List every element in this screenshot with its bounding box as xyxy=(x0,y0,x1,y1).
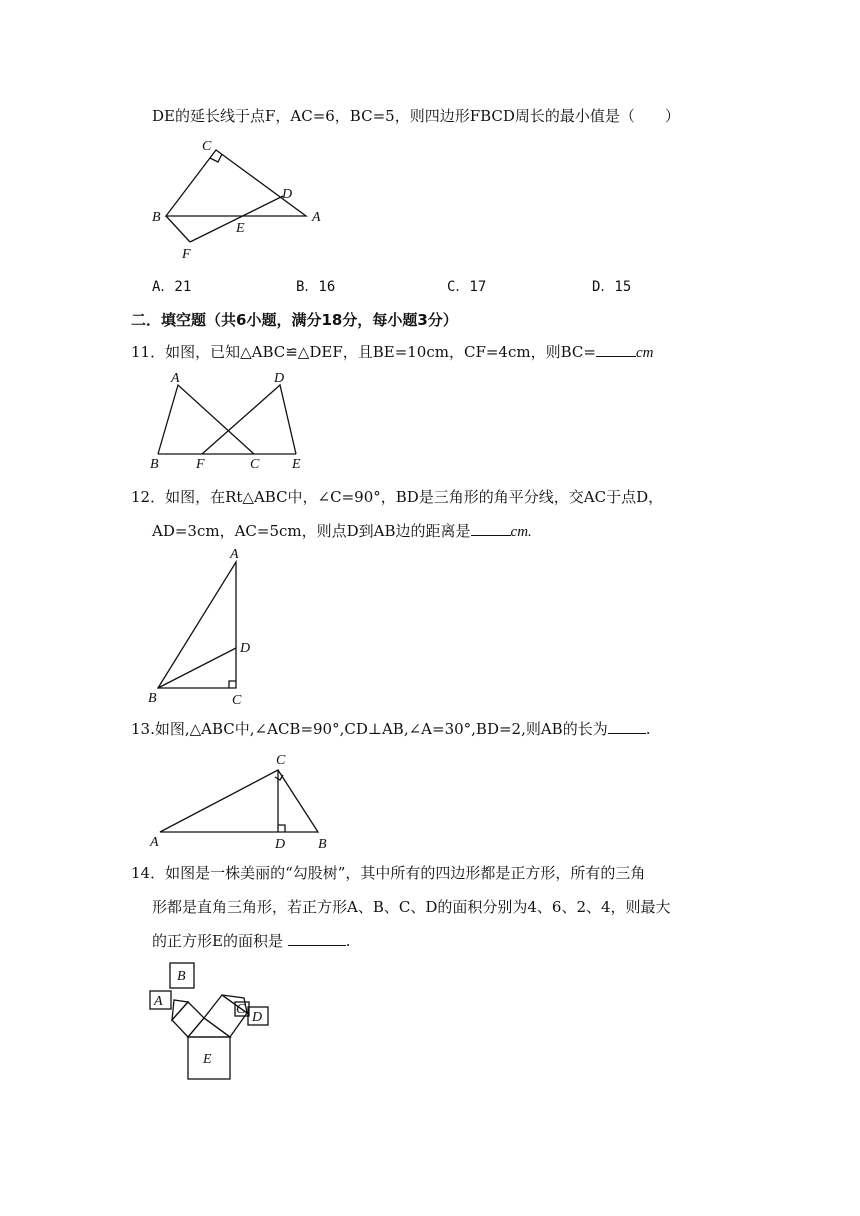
q11-label-d: D xyxy=(274,371,285,386)
q13-answer-blank[interactable] xyxy=(608,719,646,734)
q11-answer-blank[interactable] xyxy=(596,342,636,357)
q14-label-c: C xyxy=(236,1002,246,1017)
q12-line1: 12．如图，在Rt△ABC中，∠C=90°，BD是三角形的角平分线，交AC于点D， xyxy=(131,488,664,506)
q13-triangle xyxy=(160,770,318,832)
section-title: 二．填空题（共6小题，满分18分，每小题3分） xyxy=(131,311,458,329)
q14-label-a: A xyxy=(154,994,163,1009)
q10-label-c: C xyxy=(202,139,212,154)
q14-line2: 形都是直角三角形，若正方形A、B、C、D的面积分别为4、6、2、4，则最大 xyxy=(152,898,671,916)
q10-label-a: A xyxy=(312,210,321,225)
q10-figure xyxy=(148,136,348,266)
q14-figure xyxy=(146,960,286,1085)
q12-label-a: A xyxy=(230,547,239,562)
q10-option-d[interactable]: D．15 xyxy=(592,279,632,295)
q10-label-e: E xyxy=(236,221,245,236)
q11-text: 11．如图，已知△ABC≌△DEF，且BE=10cm，CF=4cm，则BC= cm xyxy=(131,343,654,361)
q14-label-e: E xyxy=(203,1052,212,1067)
q11-figure xyxy=(146,370,326,480)
q10-option-c[interactable]: C．17 xyxy=(447,279,487,295)
q11-label-a: A xyxy=(171,371,180,386)
q10-option-a[interactable]: A．21 xyxy=(152,279,192,295)
q14-line3: 的正方形E的面积是 . xyxy=(152,932,351,950)
q12-right-angle-mark xyxy=(229,681,236,688)
q14-answer-blank[interactable] xyxy=(288,931,346,946)
q10-segment-bf xyxy=(166,216,190,242)
q12-label-c: C xyxy=(232,693,242,708)
q10-text: DE的延长线于点F，AC=6，BC=5，则四边形FBCD周长的最小值是（ ） xyxy=(152,107,680,125)
q12-label-b: B xyxy=(148,691,157,706)
q12-triangle xyxy=(158,562,236,688)
q14-line1: 14．如图是一株美丽的“勾股树”，其中所有的四边形都是正方形，所有的三角 xyxy=(131,864,646,882)
q13-text: 13.如图,△ABC中,∠ACB=90°,CD⊥AB,∠A=30°,BD=2,则AB的长为 . xyxy=(131,720,651,738)
q14-triangle-left xyxy=(172,1000,188,1020)
q10-label-b: B xyxy=(152,210,161,225)
q10-label-d: D xyxy=(282,187,293,202)
q12-figure xyxy=(146,548,266,708)
q13-right-angle-d xyxy=(278,825,285,832)
q13-label-c: C xyxy=(276,753,286,768)
q12-label-d: D xyxy=(240,641,251,656)
q11-label-f: F xyxy=(196,457,205,472)
q14-square-left xyxy=(172,1002,204,1037)
q13-label-d: D xyxy=(275,837,286,852)
q11-label-b: B xyxy=(150,457,159,472)
q13-label-a: A xyxy=(150,835,159,850)
q13-label-b: B xyxy=(318,837,327,852)
q11-label-e: E xyxy=(292,457,301,472)
q10-triangle xyxy=(166,150,306,216)
q10-option-b[interactable]: B．16 xyxy=(296,279,336,295)
q14-label-d: D xyxy=(252,1010,263,1025)
q11-triangle-abc xyxy=(158,385,254,454)
q12-line2: AD=3cm，AC=5cm，则点D到AB边的距离是 cm. xyxy=(152,522,532,540)
q13-figure xyxy=(146,750,336,850)
q11-label-c: C xyxy=(250,457,260,472)
q13-right-angle-c xyxy=(275,775,283,780)
q10-label-f: F xyxy=(182,247,191,262)
q14-label-b: B xyxy=(177,969,186,984)
q12-answer-blank[interactable] xyxy=(471,521,511,536)
